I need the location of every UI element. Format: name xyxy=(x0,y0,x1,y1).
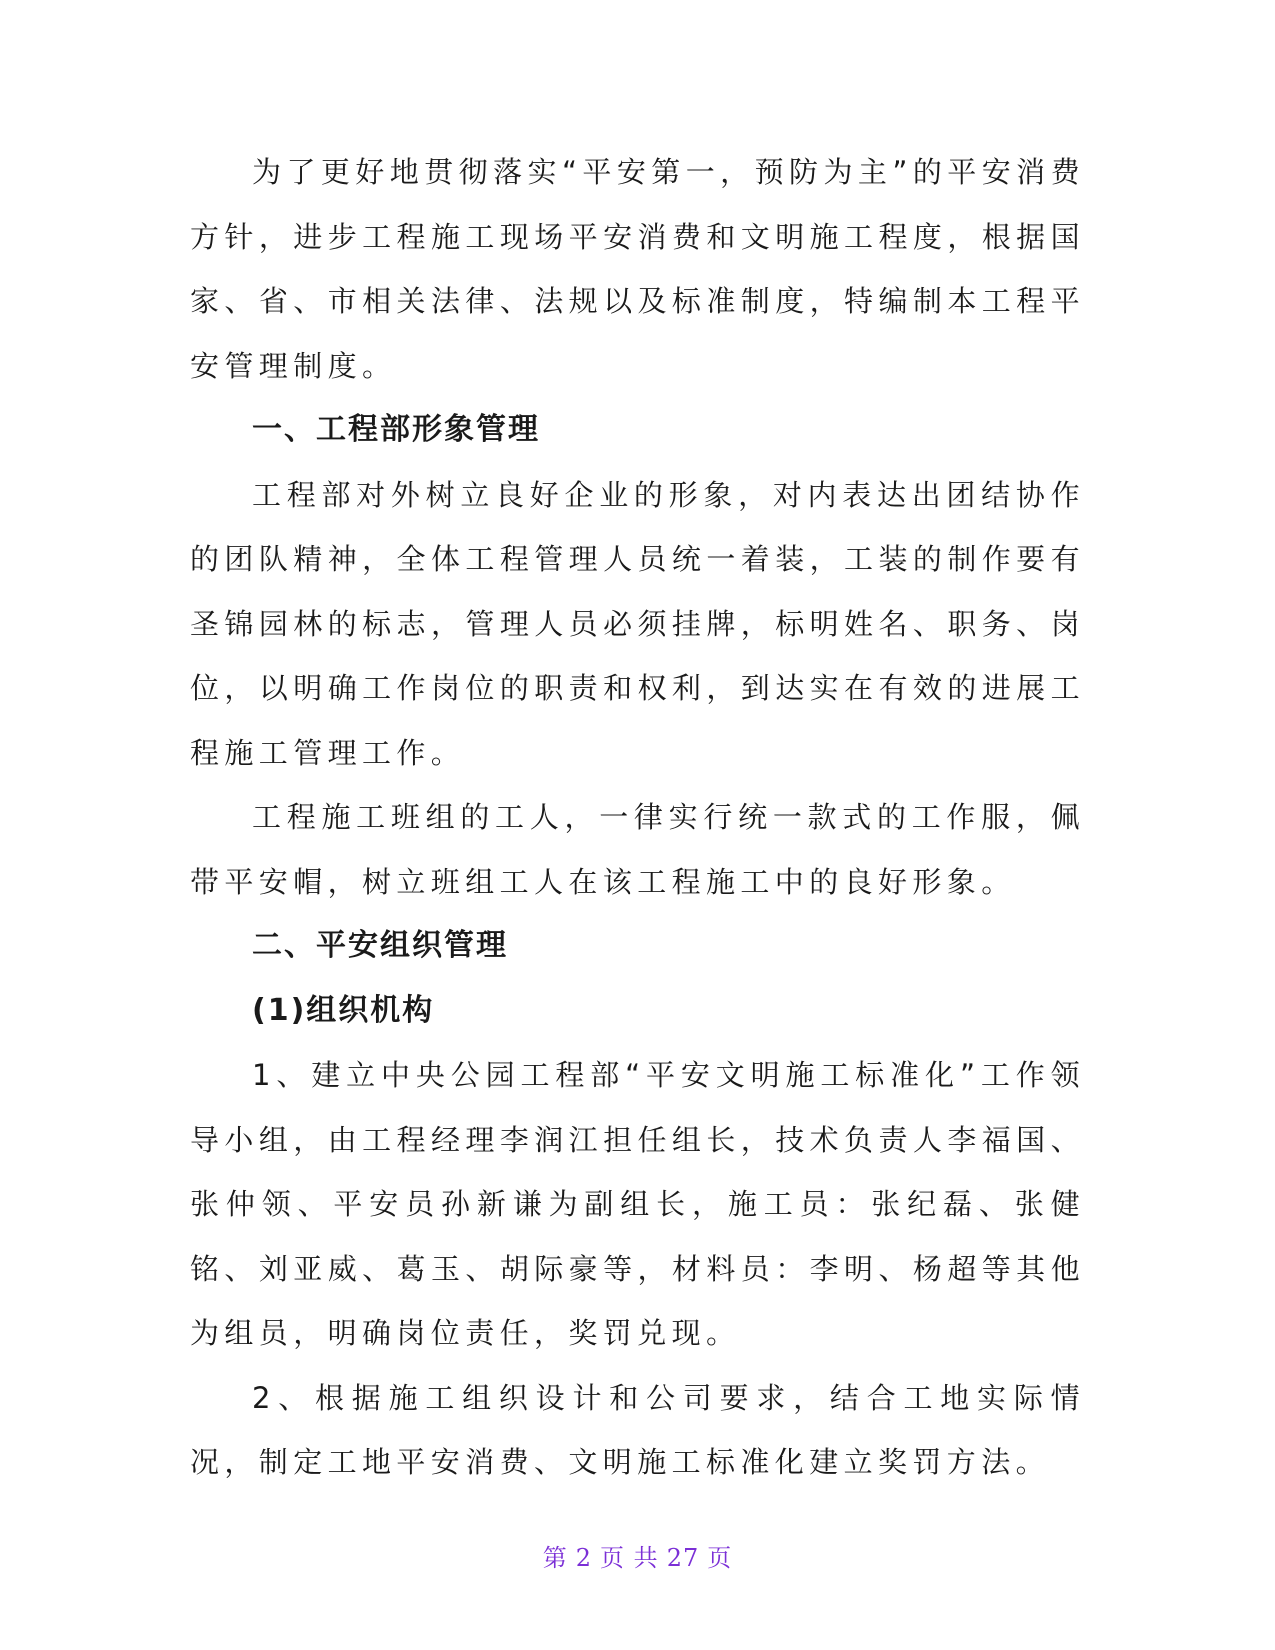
section-1-paragraph-2: 工程施工班组的工人，一律实行统一款式的工作服，佩带平安帽，树立班组工人在该工程施工中的良好形象。 xyxy=(190,800,1085,899)
intro-paragraph: 为了更好地贯彻落实“平安第一，预防为主”的平安消费方针，进步工程施工现场平安消费和文明施工程度，根据国家、省、市相关法律、法规以及标准制度，特编制本工程平安管理制度。 xyxy=(190,155,1085,383)
item-2-paragraph: 2、根据施工组织设计和公司要求，结合工地实际情况，制定工地平安消费、文明施工标准化建立奖罚方法。 xyxy=(190,1380,1085,1479)
item-1-paragraph: 1、建立中央公园工程部“平安文明施工标准化”工作领导小组，由工程经理李润江担任组长，技术负责人李福国、张仲领、平安员孙新谦为副组长，施工员：张纪磊、张健铭、刘亚威、葛玉、胡际豪等，材料员：李明、杨超等其他为组员，明确岗位责任，奖罚兑现。 xyxy=(190,1058,1085,1350)
footer-prefix: 第 xyxy=(542,1544,568,1572)
subsection-heading: (1)组织机构 xyxy=(252,992,435,1028)
section-2-heading: 二、平安组织管理 xyxy=(252,928,508,963)
footer-current-page: 2 xyxy=(575,1544,593,1572)
page-footer xyxy=(0,1538,1275,1573)
footer-suffix: 页 xyxy=(707,1544,733,1572)
section-1-heading: 一、工程部形象管理 xyxy=(252,412,540,447)
footer-total-pages: 27 xyxy=(666,1544,700,1572)
footer-middle: 页 共 xyxy=(600,1544,659,1572)
document-body xyxy=(190,140,1085,1495)
section-1-paragraph-1: 工程部对外树立良好企业的形象，对内表达出团结协作的团队精神，全体工程管理人员统一着装，工装的制作要有圣锦园林的标志，管理人员必须挂牌，标明姓名、职务、岗位，以明确工作岗位的职责和权利，到达实在有效的进展工程施工管理工作。 xyxy=(190,477,1085,770)
